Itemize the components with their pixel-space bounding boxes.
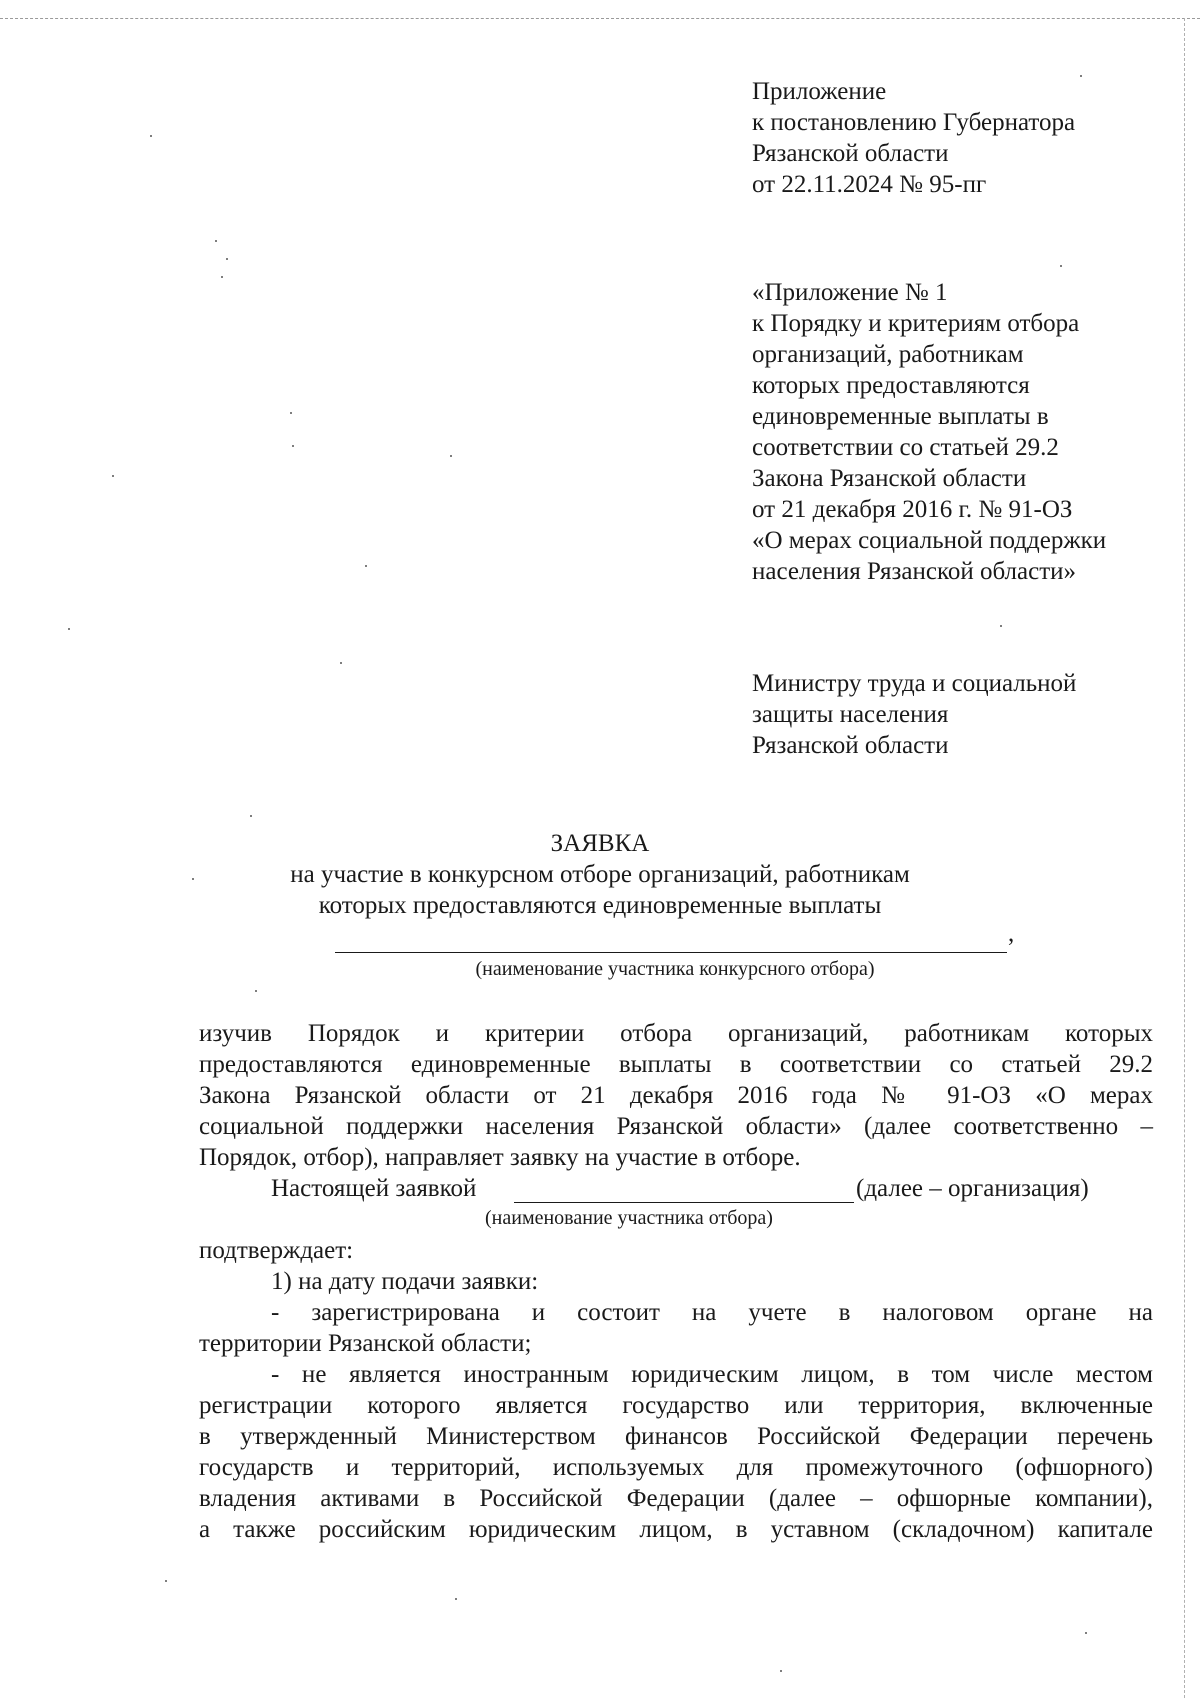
header-order-line: к Порядку и критериям отбора <box>752 310 1080 337</box>
scan-speck <box>340 662 342 664</box>
scan-speck <box>68 628 70 630</box>
participant-comma: , <box>1008 920 1015 947</box>
header-order-line: которых предоставляются <box>752 372 1030 399</box>
bullet-not-foreign-first: - не является иностранным юридическим лицом, в том числе местом <box>271 1361 1153 1388</box>
scan-speck <box>250 815 252 817</box>
statement-prefix: Настоящей заявкой <box>271 1175 477 1202</box>
confirms-label: подтверждает: <box>199 1237 354 1264</box>
scan-speck <box>1060 265 1062 267</box>
scan-speck <box>292 445 294 447</box>
scan-border-top <box>0 18 1200 19</box>
paragraph-line: изучив Порядок и критерии отбора организаций, работникам которых <box>199 1020 1153 1047</box>
confirmation-section <box>199 1235 1153 1545</box>
item-1: 1) на дату подачи заявки: <box>271 1268 539 1295</box>
addressee-block <box>752 668 1076 761</box>
bullet-registered-last: территории Рязанской области; <box>199 1330 532 1357</box>
addressee-line: Рязанской области <box>752 732 949 759</box>
header-order-line: организаций, работникам <box>752 341 1024 368</box>
scan-speck <box>1085 1632 1087 1634</box>
scan-speck <box>165 1580 167 1582</box>
paragraph-line: предоставляются единовременные выплаты в соответствии со статьей 29.2 <box>199 1051 1153 1078</box>
scan-speck <box>1080 75 1082 77</box>
scan-speck <box>150 135 152 137</box>
bullet-not-foreign-line: а также российским юридическим лицом, в уставном (складочном) капитале <box>199 1516 1153 1543</box>
scan-speck <box>365 565 367 567</box>
paragraph-intro <box>199 1018 1153 1173</box>
statement-suffix: (далее – организация) <box>856 1175 1089 1202</box>
bullet-not-foreign-line: регистрации которого является государство или территория, включенные <box>199 1392 1153 1419</box>
organization-caption: (наименование участника отбора) <box>485 1207 773 1229</box>
scan-speck <box>290 412 292 414</box>
header-appendix-line: Приложение <box>752 78 887 105</box>
addressee-line: Министру труда и социальной <box>752 670 1077 697</box>
statement-suffix-wrap <box>856 1173 1156 1204</box>
bullet-registered-first: - зарегистрирована и состоит на учете в налоговом органе на <box>271 1299 1153 1326</box>
header-order-line: «Приложение № 1 <box>752 279 948 306</box>
scan-speck <box>112 475 114 477</box>
bullet-not-foreign-line: в утвержденный Министерством финансов Российской Федерации перечень <box>199 1423 1153 1450</box>
paragraph-line: Порядок, отбор), направляет заявку на участие в отборе. <box>199 1144 801 1171</box>
scan-speck <box>215 240 217 242</box>
scan-speck <box>221 276 223 278</box>
header-order-line: от 21 декабря 2016 г. № 91-ОЗ <box>752 496 1073 523</box>
organization-name-blank <box>514 1202 854 1203</box>
scan-speck <box>450 455 452 457</box>
document-subtitle-line: на участие в конкурсном отборе организаций, работникам <box>290 861 910 888</box>
header-appendix-line: Рязанской области <box>752 140 949 167</box>
header-order-line: Закона Рязанской области <box>752 465 1027 492</box>
header-order-line: соответствии со статьей 29.2 <box>752 434 1059 461</box>
participant-caption: (наименование участника конкурсного отбора) <box>475 958 875 980</box>
scan-speck <box>1000 625 1002 627</box>
header-order-appendix <box>752 277 1106 587</box>
document-subtitle-line: которых предоставляются единовременные выплаты <box>318 892 882 919</box>
paragraph-line: социальной поддержки населения Рязанской области» (далее соответственно – <box>199 1113 1153 1140</box>
paragraph-line: Закона Рязанской области от 21 декабря 2016 года № 91-ОЗ «О мерах <box>199 1082 1153 1109</box>
scan-speck <box>455 1598 457 1600</box>
scan-speck <box>780 1670 782 1672</box>
participant-name-blank <box>335 952 1007 953</box>
document-title: ЗАЯВКА <box>550 830 650 857</box>
bullet-not-foreign-line: государств и территорий, используемых для промежуточного (офшорного) <box>199 1454 1153 1481</box>
scan-speck <box>226 258 228 260</box>
addressee-line: защиты населения <box>752 701 949 728</box>
header-order-line: населения Рязанской области» <box>752 558 1077 585</box>
header-appendix-line: к постановлению Губернатора <box>752 109 1076 136</box>
bullet-not-foreign-line: владения активами в Российской Федерации (далее – офшорные компании), <box>199 1485 1153 1512</box>
header-appendix <box>752 76 1075 200</box>
header-order-line: единовременные выплаты в <box>752 403 1049 430</box>
header-order-line: «О мерах социальной поддержки <box>752 527 1107 554</box>
scan-speck <box>255 990 257 992</box>
header-appendix-line: от 22.11.2024 № 95-пг <box>752 171 987 198</box>
